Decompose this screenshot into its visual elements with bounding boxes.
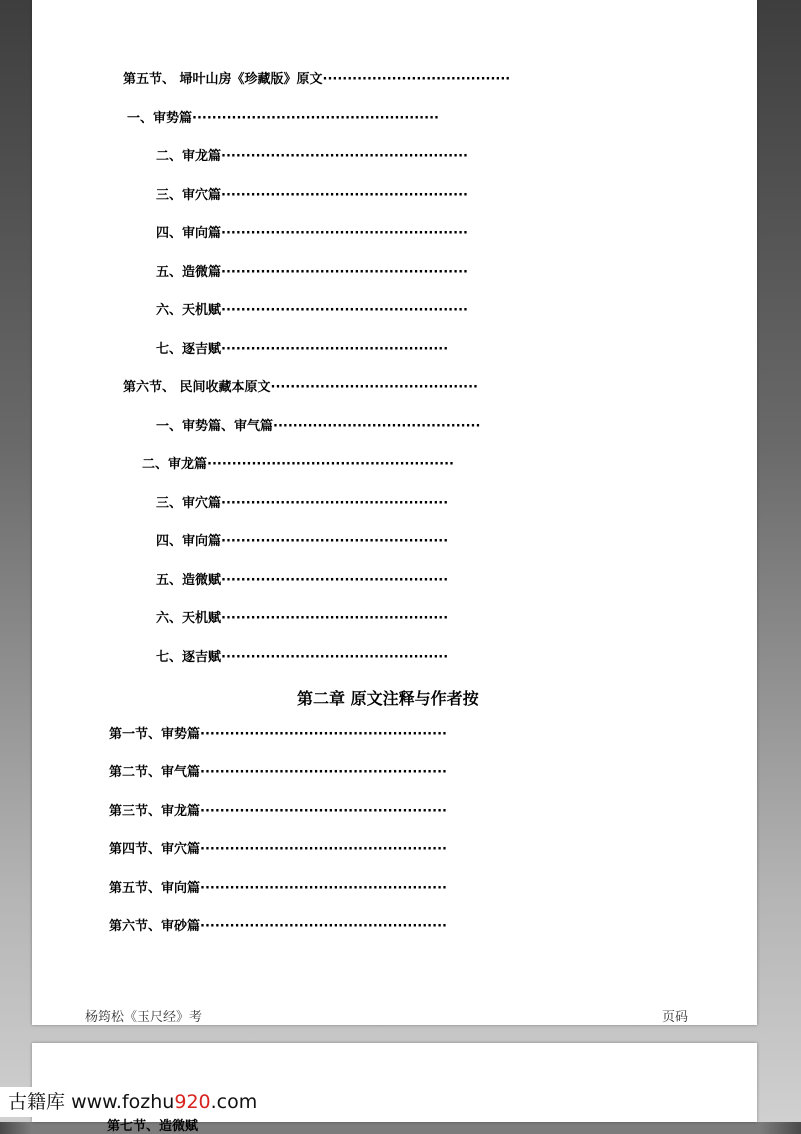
toc-entry-section-6[interactable] bbox=[123, 379, 539, 397]
toc-dot-leader: ·················································· bbox=[207, 457, 454, 472]
toc-entry-ch2-section-6[interactable] bbox=[109, 918, 534, 936]
toc-entry-label: 一、审势篇 bbox=[127, 111, 193, 126]
toc-entry-shenlong[interactable] bbox=[156, 148, 554, 166]
toc-entry-label: 六、天机赋 bbox=[156, 303, 222, 318]
toc-dot-leader: ·················································· bbox=[200, 727, 447, 742]
toc-entry-shenlong-2[interactable] bbox=[142, 456, 524, 474]
toc-dot-leader: ······································ bbox=[322, 72, 511, 87]
page-footer-title: 杨筠松《玉尺经》考 bbox=[85, 1010, 203, 1025]
toc-entry-partial: 第七节、造微赋 bbox=[107, 1119, 199, 1134]
toc-entry-label: 七、逐吉赋 bbox=[156, 342, 222, 357]
toc-entry-tianji-2[interactable] bbox=[156, 610, 539, 628]
toc-entry-label: 四、审向篇 bbox=[156, 534, 222, 549]
toc-dot-leader: ·················································· bbox=[221, 303, 468, 318]
toc-dot-leader: ·················································· bbox=[221, 149, 468, 164]
watermark-url-suffix: .com bbox=[210, 1091, 258, 1113]
toc-entry-label: 第三节、审龙篇 bbox=[109, 804, 201, 819]
toc-entry-label: 第五节、 埽叶山房《珍藏版》原文 bbox=[123, 72, 323, 87]
toc-dot-leader: ·················································· bbox=[192, 111, 439, 126]
toc-entry-shenxue[interactable] bbox=[156, 187, 554, 205]
toc-entry-section-5[interactable] bbox=[123, 71, 555, 89]
toc-entry-ch2-section-1[interactable] bbox=[109, 726, 534, 744]
document-page-1 bbox=[32, 0, 757, 1025]
toc-dot-leader: ·········································· bbox=[273, 419, 481, 434]
toc-entry-label: 四、审向篇 bbox=[156, 226, 222, 241]
toc-entry-label: 五、造微篇 bbox=[156, 265, 222, 280]
toc-entry-label: 三、审穴篇 bbox=[156, 496, 222, 511]
toc-entry-label: 第四节、审穴篇 bbox=[109, 842, 201, 857]
toc-dot-leader: ·············································· bbox=[221, 573, 449, 588]
toc-entry-zaowei[interactable] bbox=[156, 264, 554, 282]
site-watermark bbox=[0, 1087, 261, 1117]
toc-entry-label: 二、审龙篇 bbox=[142, 457, 208, 472]
toc-entry-label: 六、天机赋 bbox=[156, 611, 222, 626]
watermark-label: 古籍库 bbox=[8, 1091, 66, 1113]
toc-dot-leader: ·················································· bbox=[200, 919, 447, 934]
toc-entry-ch2-section-5[interactable] bbox=[109, 880, 534, 898]
toc-entry-label: 一、审势篇、审气篇 bbox=[156, 419, 274, 434]
toc-dot-leader: ·················································· bbox=[200, 765, 447, 780]
toc-dot-leader: ·················································· bbox=[221, 265, 468, 280]
toc-entry-label: 第二节、审气篇 bbox=[109, 765, 201, 780]
page-footer-page-number: 页码 bbox=[662, 1010, 689, 1025]
toc-dot-leader: ·············································· bbox=[221, 342, 449, 357]
toc-entry-shenxue-2[interactable] bbox=[156, 495, 539, 513]
toc-entry-label: 七、逐吉赋 bbox=[156, 650, 222, 665]
toc-entry-ch2-section-4[interactable] bbox=[109, 841, 534, 859]
watermark-url-number: 920 bbox=[174, 1091, 211, 1113]
toc-dot-leader: ·············································· bbox=[221, 496, 449, 511]
toc-dot-leader: ·············································· bbox=[221, 611, 449, 626]
toc-entry-zaowei-2[interactable] bbox=[156, 572, 539, 590]
toc-entry-ch2-section-2[interactable] bbox=[109, 764, 534, 782]
toc-entry-shenshi-shenqi[interactable] bbox=[156, 418, 539, 436]
toc-dot-leader: ·············································· bbox=[221, 534, 449, 549]
toc-dot-leader: ·················································· bbox=[200, 804, 447, 819]
toc-entry-tianji[interactable] bbox=[156, 302, 554, 320]
toc-entry-zhuji[interactable] bbox=[156, 341, 539, 359]
toc-dot-leader: ·········································· bbox=[270, 380, 478, 395]
chapter-heading: 第二章 原文注释与作者按 bbox=[297, 689, 479, 708]
toc-dot-leader: ·············································· bbox=[221, 650, 449, 665]
toc-entry-shenshi[interactable] bbox=[127, 110, 525, 128]
toc-dot-leader: ·················································· bbox=[200, 881, 447, 896]
toc-entry-label: 五、造微赋 bbox=[156, 573, 222, 588]
toc-entry-label: 第六节、 民间收藏本原文 bbox=[123, 380, 271, 395]
toc-entry-label: 三、审穴篇 bbox=[156, 188, 222, 203]
toc-entry-label: 第五节、审向篇 bbox=[109, 881, 201, 896]
watermark-url-prefix: www.fozhu bbox=[71, 1091, 175, 1113]
toc-entry-ch2-section-3[interactable] bbox=[109, 803, 534, 821]
toc-dot-leader: ·················································· bbox=[221, 226, 468, 241]
toc-entry-shenxiang[interactable] bbox=[156, 225, 554, 243]
toc-entry-shenxiang-2[interactable] bbox=[156, 533, 539, 551]
toc-dot-leader: ·················································· bbox=[221, 188, 468, 203]
toc-entry-label: 第六节、审砂篇 bbox=[109, 919, 201, 934]
toc-dot-leader: ·················································· bbox=[200, 842, 447, 857]
toc-entry-label: 二、审龙篇 bbox=[156, 149, 222, 164]
toc-entry-label: 第一节、审势篇 bbox=[109, 727, 201, 742]
toc-entry-zhuji-2[interactable] bbox=[156, 649, 539, 667]
